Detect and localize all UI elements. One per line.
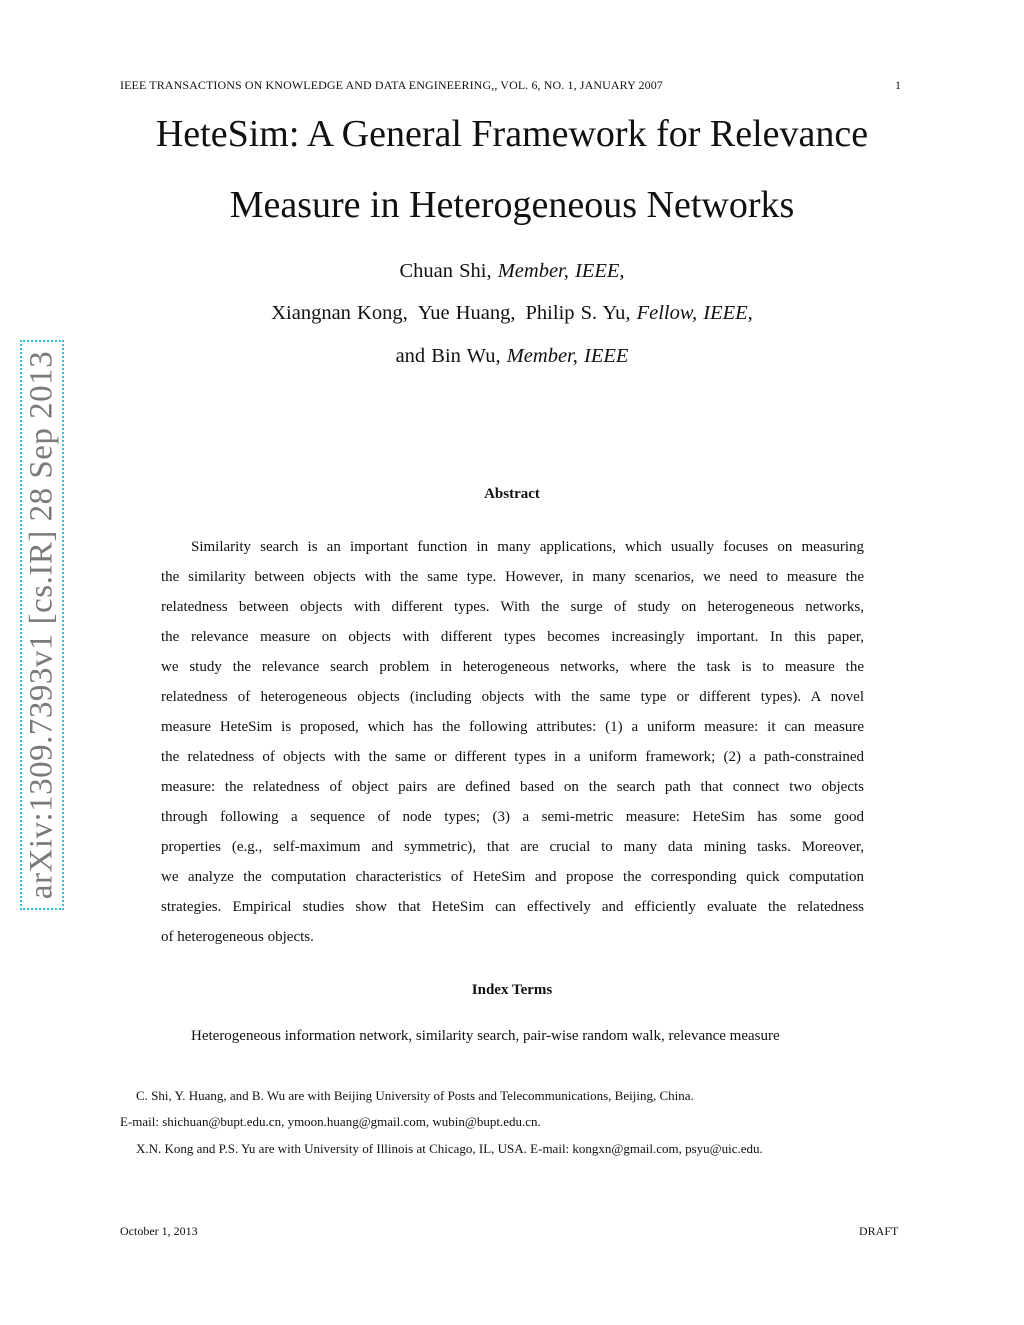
abstract-heading: Abstract	[484, 486, 540, 502]
abstract-line: relatedness between objects with different types. With the surge of study on heterogeneous networks,	[161, 599, 864, 615]
index-terms-text: Heterogeneous information network, similarity search, pair-wise random walk, relevance measure	[191, 1028, 780, 1044]
abstract-line: measure HeteSim is proposed, which has the following attributes: (1) a uniform measure: it can measure	[161, 719, 864, 735]
abstract-line: properties (e.g., self-maximum and symmetric), that are crucial to many data mining tasks. Moreover,	[161, 839, 864, 855]
author-role: Member, IEEE,	[497, 260, 625, 282]
footnote-affiliation-1: C. Shi, Y. Huang, and B. Wu are with Beijing University of Posts and Telecommunications, Beijing, China.	[136, 1088, 694, 1103]
abstract-line: relatedness of heterogeneous objects (including objects with the same type or different types). A novel	[161, 689, 864, 705]
footer-draft-label: DRAFT	[859, 1224, 899, 1238]
abstract-line: we study the relevance search problem in heterogeneous networks, where the task is to measure the	[161, 659, 864, 675]
abstract-line: Similarity search is an important function in many applications, which usually focuses on measuring	[191, 539, 864, 555]
abstract-line: the relatedness of objects with the same or different types in a uniform framework; (2) a path-constrained	[161, 749, 864, 765]
paper-title-line-2: Measure in Heterogeneous Networks	[229, 184, 795, 226]
author-name: Xiangnan Kong,	[271, 302, 408, 324]
author-line-3	[0, 345, 1024, 368]
footnote-affiliation-2: X.N. Kong and P.S. Yu are with University of Illinois at Chicago, IL, USA. E-mail: kongxn@gmail.com, psyu@uic.edu.	[136, 1141, 763, 1156]
arxiv-stamp	[20, 340, 64, 910]
page-number: 1	[895, 78, 901, 92]
abstract-line: measure: the relatedness of object pairs are defined based on the search path that connect two objects	[161, 779, 864, 795]
abstract-line: of heterogeneous objects.	[161, 929, 314, 945]
footer-date: October 1, 2013	[120, 1224, 198, 1238]
abstract-line: strategies. Empirical studies show that HeteSim can effectively and efficiently evaluate the relatedness	[161, 899, 864, 915]
abstract-line: we analyze the computation characteristics of HeteSim and propose the corresponding quick computation	[161, 869, 864, 885]
running-header: IEEE TRANSACTIONS ON KNOWLEDGE AND DATA ENGINEERING,, VOL. 6, NO. 1, JANUARY 2007	[120, 78, 663, 92]
author-name: Philip S. Yu,	[525, 302, 637, 324]
author-line-2	[0, 302, 1024, 325]
abstract-line: the relevance measure on objects with different types becomes increasingly important. In this paper,	[161, 629, 864, 645]
author-name: and Bin Wu,	[395, 345, 507, 367]
footnote-email-1: E-mail: shichuan@bupt.edu.cn, ymoon.huang@gmail.com, wubin@bupt.edu.cn.	[120, 1114, 541, 1129]
author-role: Member, IEEE	[506, 345, 629, 367]
index-terms-heading: Index Terms	[471, 982, 553, 998]
author-line-1	[0, 260, 1024, 283]
abstract-line: through following a sequence of node types; (3) a semi-metric measure: HeteSim has some good	[161, 809, 864, 825]
author-name: Chuan Shi,	[399, 260, 498, 282]
author-name: Yue Huang,	[417, 302, 516, 324]
paper-title-line-1: HeteSim: A General Framework for Relevance	[155, 113, 869, 155]
author-role: Fellow, IEEE,	[636, 302, 753, 324]
abstract-body	[161, 532, 864, 952]
arxiv-id: arXiv:1309.7393v1 [cs.IR] 28 Sep 2013	[23, 350, 60, 900]
abstract-line: the similarity between objects with the same type. However, in many scenarios, we need to measure the	[161, 569, 864, 585]
